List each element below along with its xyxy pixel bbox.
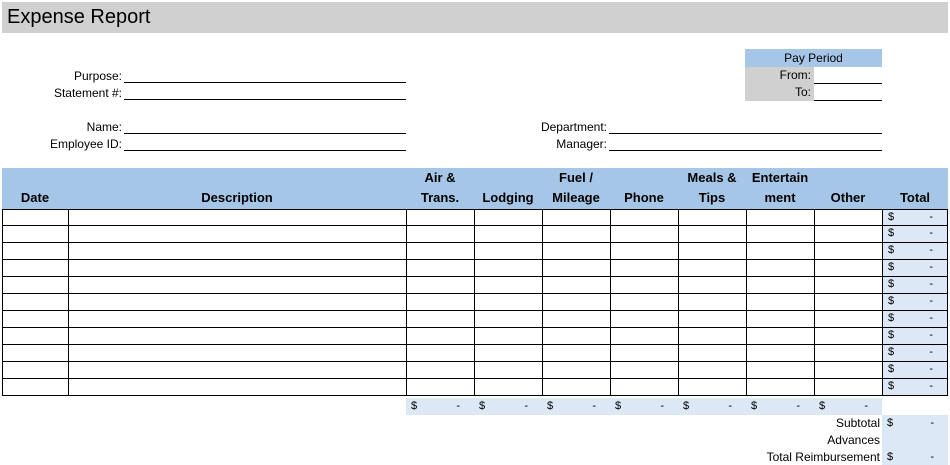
amount-value: - bbox=[930, 451, 934, 463]
currency-symbol: $ bbox=[888, 329, 895, 341]
fuel-mileage-cell[interactable] bbox=[542, 277, 610, 294]
lodging-cell[interactable] bbox=[474, 328, 542, 345]
table-row bbox=[2, 243, 948, 260]
amount-value: - bbox=[929, 346, 933, 358]
currency-symbol: $ bbox=[479, 400, 486, 412]
amount-value: - bbox=[929, 278, 933, 290]
meals-tips-cell[interactable] bbox=[678, 277, 746, 294]
statement-label: Statement #: bbox=[53, 86, 122, 100]
amount-value: - bbox=[929, 380, 933, 392]
name-label: Name: bbox=[86, 120, 122, 134]
description-cell[interactable] bbox=[68, 328, 406, 345]
other-cell[interactable] bbox=[814, 277, 882, 294]
air-trans-cell[interactable] bbox=[406, 209, 474, 226]
fuel-mileage-cell[interactable] bbox=[542, 362, 610, 379]
date-cell[interactable] bbox=[2, 260, 68, 277]
name-field[interactable] bbox=[124, 118, 406, 134]
lodging-cell[interactable] bbox=[474, 362, 542, 379]
total-reimbursement-label: Total Reimbursement bbox=[766, 450, 880, 464]
amount-value: - bbox=[728, 400, 732, 412]
column-header-meals-tips: Meals & Tips bbox=[687, 170, 737, 205]
total-cell bbox=[882, 260, 948, 277]
pay-to-field[interactable] bbox=[814, 84, 882, 101]
entertainment-cell[interactable] bbox=[746, 226, 814, 243]
entertainment-cell[interactable] bbox=[746, 311, 814, 328]
fuel-mileage-cell[interactable] bbox=[542, 226, 610, 243]
amount-value: - bbox=[929, 261, 933, 273]
department-label: Department: bbox=[540, 120, 607, 134]
column-header-total: Total bbox=[899, 190, 931, 205]
currency-symbol: $ bbox=[888, 346, 895, 358]
meals-tips-cell[interactable] bbox=[678, 311, 746, 328]
total-cell bbox=[882, 362, 948, 379]
column-header-other: Other bbox=[830, 190, 866, 205]
amount-value: - bbox=[930, 417, 934, 429]
table-row bbox=[2, 311, 948, 328]
phone-cell[interactable] bbox=[610, 243, 678, 260]
advances-label: Advances bbox=[827, 433, 880, 447]
meals-tips-cell[interactable] bbox=[678, 362, 746, 379]
amount-value: - bbox=[592, 400, 596, 412]
purpose-label: Purpose: bbox=[73, 69, 122, 83]
description-cell[interactable] bbox=[68, 209, 406, 226]
currency-symbol: $ bbox=[887, 417, 894, 429]
total-cell bbox=[882, 294, 948, 311]
air-trans-cell[interactable] bbox=[406, 328, 474, 345]
lodging-cell[interactable] bbox=[474, 277, 542, 294]
currency-symbol: $ bbox=[887, 451, 894, 463]
column-header-phone: Phone bbox=[624, 190, 664, 205]
currency-symbol: $ bbox=[888, 295, 895, 307]
air-trans-cell[interactable] bbox=[406, 260, 474, 277]
fuel-mileage-cell[interactable] bbox=[542, 379, 610, 396]
entertainment-cell[interactable] bbox=[746, 243, 814, 260]
column-total-air-trans bbox=[406, 398, 474, 415]
lodging-cell[interactable] bbox=[474, 379, 542, 396]
table-row bbox=[2, 226, 948, 243]
meals-tips-cell[interactable] bbox=[678, 294, 746, 311]
amount-value: - bbox=[929, 211, 933, 223]
amount-value: - bbox=[864, 400, 868, 412]
fuel-mileage-cell[interactable] bbox=[542, 294, 610, 311]
currency-symbol: $ bbox=[888, 261, 895, 273]
total-reimbursement-value bbox=[882, 449, 948, 465]
subtotal-label: Subtotal bbox=[835, 416, 880, 430]
currency-symbol: $ bbox=[751, 400, 758, 412]
air-trans-cell[interactable] bbox=[406, 277, 474, 294]
entertainment-cell[interactable] bbox=[746, 362, 814, 379]
total-cell bbox=[882, 209, 948, 226]
table-row bbox=[2, 345, 948, 362]
currency-symbol: $ bbox=[888, 380, 895, 392]
pay-period-header: Pay Period bbox=[745, 49, 882, 67]
column-total-fuel-mileage bbox=[542, 398, 610, 415]
date-cell[interactable] bbox=[2, 311, 68, 328]
currency-symbol: $ bbox=[547, 400, 554, 412]
table-row bbox=[2, 379, 948, 396]
amount-value: - bbox=[929, 312, 933, 324]
currency-symbol: $ bbox=[888, 363, 895, 375]
phone-cell[interactable] bbox=[610, 328, 678, 345]
date-cell[interactable] bbox=[2, 209, 68, 226]
other-cell[interactable] bbox=[814, 209, 882, 226]
amount-value: - bbox=[929, 227, 933, 239]
meals-tips-cell[interactable] bbox=[678, 209, 746, 226]
employee-id-label: Employee ID: bbox=[49, 137, 122, 151]
currency-symbol: $ bbox=[411, 400, 418, 412]
phone-cell[interactable] bbox=[610, 226, 678, 243]
phone-cell[interactable] bbox=[610, 277, 678, 294]
table-row bbox=[2, 294, 948, 311]
other-cell[interactable] bbox=[814, 379, 882, 396]
meals-tips-cell[interactable] bbox=[678, 328, 746, 345]
lodging-cell[interactable] bbox=[474, 311, 542, 328]
page-title: Expense Report bbox=[7, 6, 151, 28]
date-cell[interactable] bbox=[2, 294, 68, 311]
entertainment-cell[interactable] bbox=[746, 379, 814, 396]
air-trans-cell[interactable] bbox=[406, 243, 474, 260]
other-cell[interactable] bbox=[814, 260, 882, 277]
fuel-mileage-cell[interactable] bbox=[542, 260, 610, 277]
column-header-description: Description bbox=[201, 190, 273, 205]
column-header-entertainment: Entertain ment bbox=[751, 170, 809, 205]
date-cell[interactable] bbox=[2, 328, 68, 345]
meals-tips-cell[interactable] bbox=[678, 345, 746, 362]
entertainment-cell[interactable] bbox=[746, 277, 814, 294]
fuel-mileage-cell[interactable] bbox=[542, 328, 610, 345]
pay-from-field[interactable] bbox=[814, 67, 882, 84]
other-cell[interactable] bbox=[814, 311, 882, 328]
total-cell bbox=[882, 277, 948, 294]
amount-value: - bbox=[929, 363, 933, 375]
meals-tips-cell[interactable] bbox=[678, 260, 746, 277]
lodging-cell[interactable] bbox=[474, 260, 542, 277]
column-total-other bbox=[814, 398, 882, 415]
date-cell[interactable] bbox=[2, 362, 68, 379]
date-cell[interactable] bbox=[2, 379, 68, 396]
air-trans-cell[interactable] bbox=[406, 345, 474, 362]
other-cell[interactable] bbox=[814, 294, 882, 311]
description-cell[interactable] bbox=[68, 260, 406, 277]
pay-from-label: From: bbox=[745, 67, 814, 84]
amount-value: - bbox=[929, 244, 933, 256]
currency-symbol: $ bbox=[888, 211, 895, 223]
fuel-mileage-cell[interactable] bbox=[542, 311, 610, 328]
other-cell[interactable] bbox=[814, 345, 882, 362]
phone-cell[interactable] bbox=[610, 209, 678, 226]
table-row bbox=[2, 260, 948, 277]
fuel-mileage-cell[interactable] bbox=[542, 345, 610, 362]
table-row bbox=[2, 362, 948, 379]
entertainment-cell[interactable] bbox=[746, 345, 814, 362]
amount-value: - bbox=[796, 400, 800, 412]
total-cell bbox=[882, 345, 948, 362]
air-trans-cell[interactable] bbox=[406, 311, 474, 328]
description-cell[interactable] bbox=[68, 379, 406, 396]
table-row bbox=[2, 328, 948, 345]
currency-symbol: $ bbox=[819, 400, 826, 412]
amount-value: - bbox=[929, 295, 933, 307]
column-total-entertainment bbox=[746, 398, 814, 415]
phone-cell[interactable] bbox=[610, 345, 678, 362]
entertainment-cell[interactable] bbox=[746, 209, 814, 226]
column-total-phone bbox=[610, 398, 678, 415]
description-cell[interactable] bbox=[68, 345, 406, 362]
manager-label: Manager: bbox=[556, 137, 607, 151]
phone-cell[interactable] bbox=[610, 260, 678, 277]
phone-cell[interactable] bbox=[610, 294, 678, 311]
entertainment-cell[interactable] bbox=[746, 260, 814, 277]
subtotal-value bbox=[882, 415, 948, 432]
table-row bbox=[2, 209, 948, 226]
lodging-cell[interactable] bbox=[474, 345, 542, 362]
manager-field[interactable] bbox=[609, 135, 882, 151]
currency-symbol: $ bbox=[888, 244, 895, 256]
currency-symbol: $ bbox=[888, 312, 895, 324]
meals-tips-cell[interactable] bbox=[678, 226, 746, 243]
meals-tips-cell[interactable] bbox=[678, 379, 746, 396]
purpose-field[interactable] bbox=[124, 67, 406, 83]
total-cell bbox=[882, 379, 948, 396]
currency-symbol: $ bbox=[615, 400, 622, 412]
date-cell[interactable] bbox=[2, 226, 68, 243]
lodging-cell[interactable] bbox=[474, 226, 542, 243]
other-cell[interactable] bbox=[814, 243, 882, 260]
air-trans-cell[interactable] bbox=[406, 362, 474, 379]
currency-symbol: $ bbox=[683, 400, 690, 412]
fuel-mileage-cell[interactable] bbox=[542, 243, 610, 260]
pay-to-label: To: bbox=[745, 84, 814, 101]
description-cell[interactable] bbox=[68, 277, 406, 294]
statement-field[interactable] bbox=[124, 84, 406, 100]
advances-field[interactable] bbox=[882, 432, 948, 449]
air-trans-cell[interactable] bbox=[406, 226, 474, 243]
column-header-air-trans: Air & Trans. bbox=[420, 170, 460, 205]
description-cell[interactable] bbox=[68, 294, 406, 311]
column-header-fuel-mileage: Fuel / Mileage bbox=[552, 170, 600, 205]
entertainment-cell[interactable] bbox=[746, 328, 814, 345]
air-trans-cell[interactable] bbox=[406, 294, 474, 311]
phone-cell[interactable] bbox=[610, 362, 678, 379]
currency-symbol: $ bbox=[888, 278, 895, 290]
table-row bbox=[2, 277, 948, 294]
total-cell bbox=[882, 226, 948, 243]
column-total-meals-tips bbox=[678, 398, 746, 415]
date-cell[interactable] bbox=[2, 277, 68, 294]
amount-value: - bbox=[456, 400, 460, 412]
total-cell bbox=[882, 328, 948, 345]
description-cell[interactable] bbox=[68, 311, 406, 328]
amount-value: - bbox=[929, 329, 933, 341]
column-header-date: Date bbox=[20, 190, 50, 205]
description-cell[interactable] bbox=[68, 226, 406, 243]
other-cell[interactable] bbox=[814, 362, 882, 379]
date-cell[interactable] bbox=[2, 345, 68, 362]
entertainment-cell[interactable] bbox=[746, 294, 814, 311]
total-cell bbox=[882, 243, 948, 260]
currency-symbol: $ bbox=[888, 227, 895, 239]
other-cell[interactable] bbox=[814, 328, 882, 345]
amount-value: - bbox=[660, 400, 664, 412]
lodging-cell[interactable] bbox=[474, 209, 542, 226]
phone-cell[interactable] bbox=[610, 379, 678, 396]
other-cell[interactable] bbox=[814, 226, 882, 243]
phone-cell[interactable] bbox=[610, 311, 678, 328]
air-trans-cell[interactable] bbox=[406, 379, 474, 396]
total-cell bbox=[882, 311, 948, 328]
employee-id-field[interactable] bbox=[124, 135, 406, 151]
description-cell[interactable] bbox=[68, 243, 406, 260]
table-header bbox=[2, 168, 948, 209]
lodging-cell[interactable] bbox=[474, 294, 542, 311]
title-bar bbox=[2, 2, 948, 33]
fuel-mileage-cell[interactable] bbox=[542, 209, 610, 226]
column-total-lodging bbox=[474, 398, 542, 415]
lodging-cell[interactable] bbox=[474, 243, 542, 260]
amount-value: - bbox=[524, 400, 528, 412]
description-cell[interactable] bbox=[68, 362, 406, 379]
department-field[interactable] bbox=[609, 118, 882, 134]
column-header-lodging: Lodging bbox=[482, 190, 534, 205]
meals-tips-cell[interactable] bbox=[678, 243, 746, 260]
date-cell[interactable] bbox=[2, 243, 68, 260]
